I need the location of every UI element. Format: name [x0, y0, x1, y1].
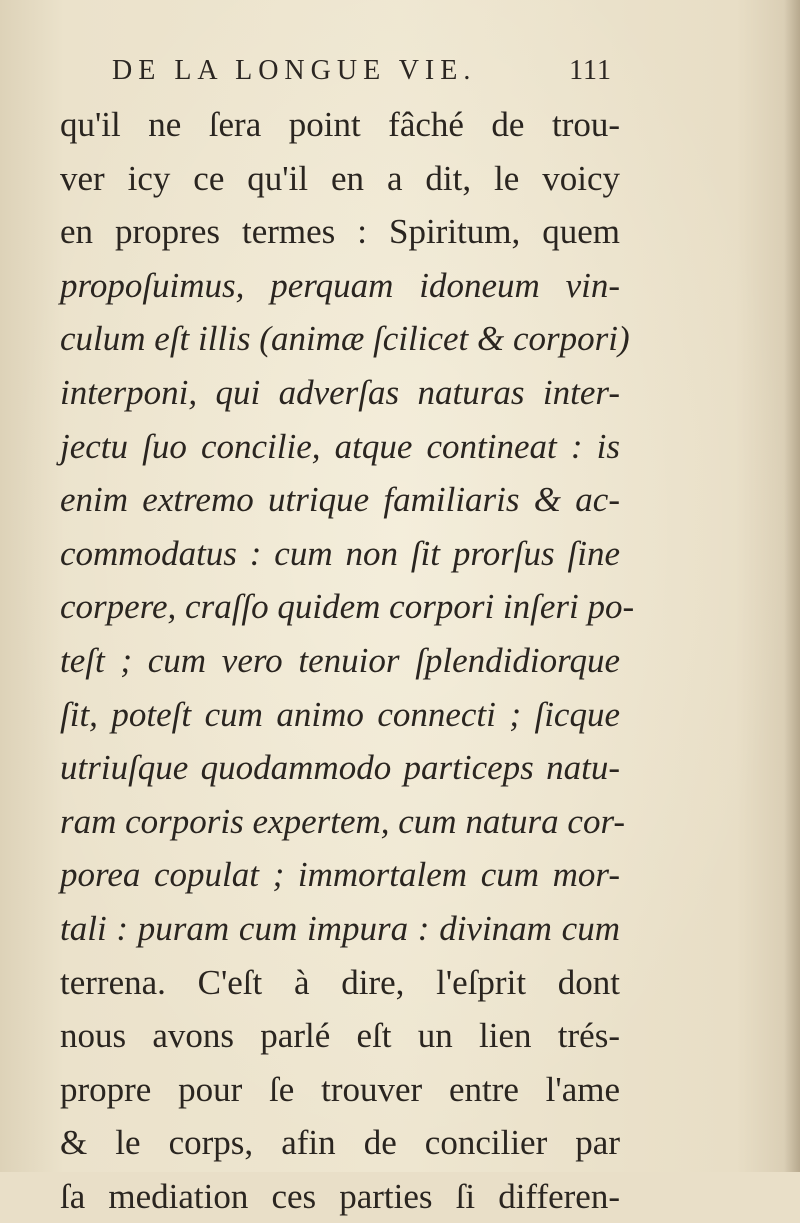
text-line: porea copulat ; immortalem cum mor-	[60, 855, 620, 895]
body-text	[60, 98, 635, 1223]
text-line: teſt ; cum vero tenuior ſplendidiorque	[60, 640, 620, 680]
text-line: interponi, qui adverſas naturas inter-	[60, 372, 620, 412]
text-line: jectu ſuo concilie, atque contineat : is	[60, 426, 620, 466]
text-line: culum eſt illis (animæ ſcilicet & corpori)	[60, 319, 630, 359]
running-title: DE LA LONGUE VIE.	[112, 55, 477, 86]
text-line: enim extremo utrique familiaris & ac-	[60, 480, 620, 520]
text-line: propre pour ſe trouver entre l'ame	[60, 1069, 620, 1109]
page-edge-shadow	[784, 0, 800, 1172]
text-line: ſit, poteſt cum animo connecti ; ſicque	[60, 694, 620, 734]
text-line: terrena. C'eſt à dire, l'eſprit dont	[60, 962, 620, 1002]
text-line: corpere, craſſo quidem corpori inſeri po-	[60, 587, 635, 627]
page-number: 111	[569, 55, 612, 86]
text-line: en propres termes : Spiritum, quem	[60, 212, 620, 252]
text-line: commodatus : cum non ſit prorſus ſine	[60, 533, 620, 573]
running-header	[112, 55, 612, 95]
text-line: qu'il ne ſera point fâché de trou-	[60, 105, 620, 144]
text-line: ver icy ce qu'il en a dit, le voicy	[60, 158, 620, 198]
text-line: & le corps, afin de concilier par	[60, 1123, 620, 1163]
text-line: nous avons parlé eſt un lien trés-	[60, 1016, 620, 1056]
text-line: propoſuimus, perquam idoneum vin-	[60, 265, 620, 305]
text-line: tali : puram cum impura : divinam cum	[60, 908, 620, 948]
text-line: ram corporis expertem, cum natura cor-	[60, 801, 626, 841]
text-line: utriuſque quodammodo particeps natu-	[60, 748, 620, 788]
text-line: ſa mediation ces parties ſi differen-	[60, 1176, 620, 1216]
